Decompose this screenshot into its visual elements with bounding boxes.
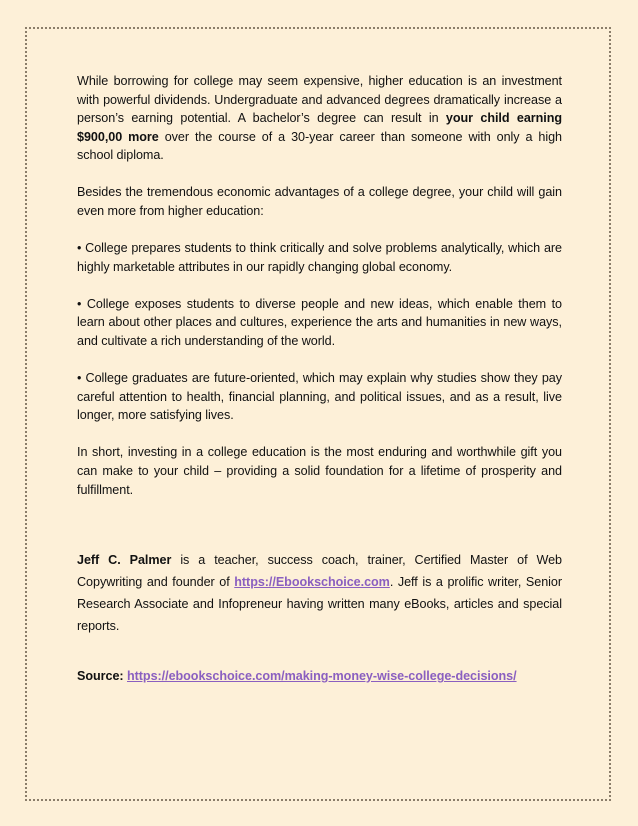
document-body [77,72,562,686]
author-bio [77,549,562,637]
source-label: Source: [77,669,124,684]
paragraph-advantages: Besides the tremendous economic advantages of a college degree, your child will gain even more from higher education: [77,185,562,219]
source-link[interactable]: https://ebookschoice.com/making-money-wise-college-decisions/ [127,669,517,684]
bullet-critical-thinking: • College prepares students to think critically and solve problems analytically, which are highly marketable attributes in our rapidly changing global economy. [77,241,562,274]
bullet-future-oriented: • College graduates are future-oriented, which may explain why studies show they pay careful attention to health, financial planning, and political issues, and as a result, live longer, more satisfying lives. [77,371,562,423]
ebookschoice-link[interactable]: https://Ebookschoice.com [234,575,390,590]
earnings-highlight: your child earning $900,00 more [77,111,562,144]
paragraph-conclusion: In short, investing in a college education is the most enduring and worthwhile gift you can make to your child – providing a solid foundation for a lifetime of prosperity and fulfillment. [77,445,562,497]
author-bio-text [77,549,562,637]
author-name: Jeff C. Palmer [77,553,172,568]
paragraph-earnings-text-2: over the course of a 30-year career than someone with only a high school diploma. [77,129,563,163]
bullet-diverse-people: • College exposes students to diverse people and new ideas, which enable them to learn about other places and cultures, experience the arts and humanities in new ways, and cultivate a rich understanding of the world. [77,296,562,349]
author-bio-text-1: is a teacher, success coach, trainer, Certified Master of Web Copywriting and founder of [77,553,563,590]
paragraph-earnings [77,72,562,165]
author-bio-text-2: . Jeff is a prolific writer, Senior Research Associate and Infopreneur having written many eBooks, articles and special reports. [77,575,562,634]
source-line [77,667,562,686]
paragraph-earnings-text-1: While borrowing for college may seem expensive, higher education is an investment with powerful dividends. Undergraduate and advanced degrees dramatically increase a person’s earning potential. A bachelor’s degree can result in [77,74,562,126]
